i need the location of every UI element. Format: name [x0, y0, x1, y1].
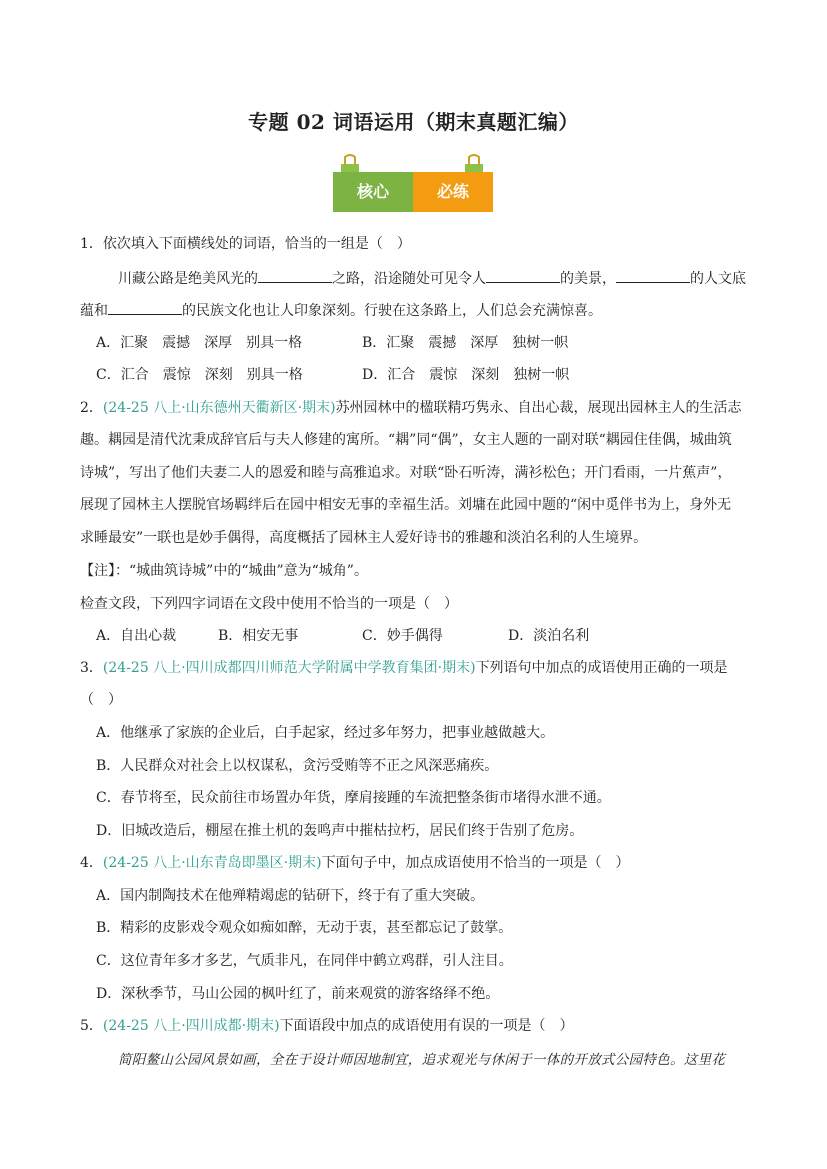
q3-bracket: （ ） [80, 692, 122, 708]
blank [258, 268, 332, 283]
q3-source: (24-25 八上·四川成都四川师范大学附属中学教育集团·期末) [102, 660, 476, 676]
q4-option-a: A．国内制陶技术在他殚精竭虑的钻研下，终于有了重大突破。 [96, 888, 485, 904]
q2-option-b: B．相安无事 [218, 628, 299, 644]
q2-option-c: C．妙手偶得 [362, 628, 443, 644]
blank [108, 300, 182, 315]
q3-option-c: C．春节将至，民众前往市场置办年货，摩肩接踵的车流把整条街市堵得水泄不通。 [96, 790, 611, 806]
q4-option-c: C．这位青年多才多艺，气质非凡，在同伴中鹤立鸡群，引人注目。 [96, 953, 513, 969]
page-title: 专题 02 词语运用（期末真题汇编） [248, 110, 579, 134]
q2-option-d: D．淡泊名利 [508, 628, 590, 644]
q2-note: 【注】：“城曲筑诗城”中的“城曲”意为“城角”。 [80, 563, 368, 579]
q5-passage-line1: 简阳鳌山公园风景如画，全在于设计师因地制宜，追求观光与休闲于一体的开放式公园特色。这里花 [118, 1052, 726, 1068]
q4-option-d: D．深秋季节，马山公园的枫叶红了，前来观赏的游客络绎不绝。 [96, 986, 500, 1002]
q1-text: 的民族文化也让人印象深刻。行驶在这条路上，人们总会充满惊喜。 [182, 303, 602, 319]
q2-ask: 检查文段，下列四字词语在文段中使用不恰当的一项是（ ） [80, 596, 458, 612]
q5-text: 下面语段中加点的成语使用有误的一项是（ ） [279, 1018, 574, 1034]
badge-practice: 必练 [413, 172, 493, 212]
q2-option-a: A．自出心裁 [96, 628, 177, 644]
blank [486, 268, 560, 283]
q1-stem: 1．依次填入下面横线处的词语，恰当的一组是（ ） [80, 236, 411, 252]
q4-text: 下面句子中，加点成语使用不恰当的一项是（ ） [321, 855, 630, 871]
q1-text: 蕴和 [80, 303, 108, 319]
q2-line5: 求睡最安”一联也是妙手偶得，高度概括了园林主人爱好诗书的雅趣和淡泊名利的人生境界。 [80, 530, 648, 546]
q2-line4: 展现了园林主人摆脱官场羁绊后在园中相安无事的幸福生活。刘墉在此园中题的“闲中觅伴书为上，身外无 [80, 497, 732, 513]
q2-line2: 趣。耦园是清代沈秉成辞官后与夫人修建的寓所。“耦”同“偶”，女主人题的一副对联“耦园住佳偶，城曲筑 [80, 432, 732, 448]
q5-stem [80, 1016, 574, 1036]
q5-number: 5． [80, 1018, 103, 1034]
q1-text: 的人文底 [690, 271, 746, 287]
q1-option-c: C．汇合 震惊 深刻 别具一格 [96, 367, 303, 383]
q5-source: (24-25 八上·四川成都·期末) [102, 1018, 280, 1034]
q4-source: (24-25 八上·山东青岛即墨区·期末) [102, 855, 322, 871]
q2-stem [80, 398, 742, 418]
q1-option-b: B．汇聚 震撼 深厚 独树一帜 [362, 335, 569, 351]
q3-number: 3． [80, 660, 103, 676]
q1-passage-line1 [118, 268, 746, 289]
q2-line3: 诗城”，写出了他们夫妻二人的恩爱和睦与高雅追求。对联“卧石听涛，满衫松色；开门看雨，一片蕉声”， [80, 465, 732, 481]
q4-stem [80, 853, 630, 873]
q3-stem [80, 658, 728, 678]
q3-text: 下列语句中加点的成语使用正确的一项是 [475, 660, 728, 676]
q3-option-a: A．他继承了家族的企业后，白手起家，经过多年努力，把事业越做越大。 [96, 725, 555, 741]
section-badge [333, 154, 493, 214]
q3-option-b: B．人民群众对社会上以权谋私，贪污受贿等不正之风深恶痛疾。 [96, 758, 499, 774]
q3-option-d: D．旧城改造后，棚屋在推土机的轰鸣声中摧枯拉朽，居民们终于告别了危房。 [96, 823, 584, 839]
badge-core: 核心 [333, 172, 413, 212]
blank [616, 268, 690, 283]
q1-option-a: A．汇聚 震撼 深厚 别具一格 [96, 335, 303, 351]
q4-number: 4． [80, 855, 103, 871]
q1-text: 的美景， [560, 271, 616, 287]
q1-passage-line2 [80, 300, 602, 321]
q2-source: (24-25 八上·山东德州天衢新区·期末) [102, 400, 336, 416]
q4-option-b: B．精彩的皮影戏令观众如痴如醉，无动于衷，甚至都忘记了鼓掌。 [96, 920, 513, 936]
q1-text: 川藏公路是绝美风光的 [118, 271, 258, 287]
q1-option-d: D．汇合 震惊 深刻 独树一帜 [362, 367, 570, 383]
q1-text: 之路，沿途随处可见令人 [332, 271, 486, 287]
q2-text: 苏州园林中的楹联精巧隽永、自出心裁，展现出园林主人的生活志 [335, 400, 742, 416]
q2-number: 2． [80, 400, 103, 416]
